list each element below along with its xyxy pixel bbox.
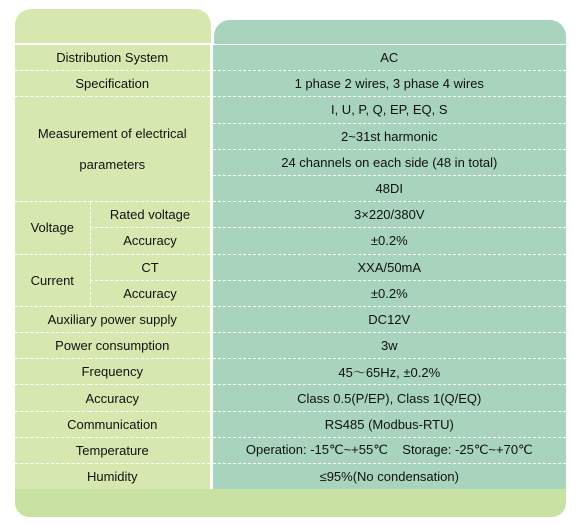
- table-row: [15, 411, 566, 437]
- value-frequency: 45～65Hz, ±0.2%: [211, 359, 566, 385]
- value-ct: XXA/50mA: [211, 254, 566, 280]
- label-temperature: Temperature: [15, 437, 211, 463]
- label-voltage: Voltage: [15, 202, 90, 254]
- table-row: [15, 254, 566, 280]
- spec-table: [15, 44, 566, 490]
- label-frequency: Frequency: [15, 359, 211, 385]
- header-tab-left: [15, 9, 211, 43]
- value-distribution-system: AC: [211, 45, 566, 71]
- footer-bar: [15, 489, 566, 517]
- value-measurement-3: 24 channels on each side (48 in total): [211, 149, 566, 175]
- value-rated-voltage: 3×220/380V: [211, 202, 566, 228]
- label-distribution-system: Distribution System: [15, 45, 211, 71]
- label-ct: CT: [90, 254, 211, 280]
- value-measurement-4: 48DI: [211, 175, 566, 201]
- label-rated-voltage: Rated voltage: [90, 202, 211, 228]
- value-specification: 1 phase 2 wires, 3 phase 4 wires: [211, 71, 566, 97]
- label-measurement-line2: parameters: [79, 157, 146, 173]
- label-auxiliary-power: Auxiliary power supply: [15, 306, 211, 332]
- label-specification: Specification: [15, 71, 211, 97]
- table-row: [15, 385, 566, 411]
- label-measurement: [15, 97, 211, 202]
- value-measurement-2: 2~31st harmonic: [211, 123, 566, 149]
- table-row: [15, 359, 566, 385]
- table-row: [15, 202, 566, 228]
- value-humidity: ≤95%(No condensation): [211, 464, 566, 490]
- label-accuracy: Accuracy: [15, 385, 211, 411]
- table-row: [15, 464, 566, 490]
- table-row: [15, 437, 566, 463]
- header-tab-right: [214, 20, 566, 44]
- label-current-accuracy: Accuracy: [90, 280, 211, 306]
- table-row: [15, 333, 566, 359]
- label-humidity: Humidity: [15, 464, 211, 490]
- label-measurement-line1: Measurement of electrical: [37, 126, 187, 142]
- table-row: [15, 45, 566, 71]
- value-accuracy: Class 0.5(P/EP), Class 1(Q/EQ): [211, 385, 566, 411]
- table-row: [15, 280, 566, 306]
- value-auxiliary-power: DC12V: [211, 306, 566, 332]
- label-voltage-accuracy: Accuracy: [90, 228, 211, 254]
- value-temperature: Operation: -15℃~+55℃ Storage: -25℃~+70℃: [211, 437, 566, 463]
- table-row: [15, 71, 566, 97]
- value-measurement-1: I, U, P, Q, EP, EQ, S: [211, 97, 566, 123]
- table-row: [15, 228, 566, 254]
- table-row: [15, 306, 566, 332]
- value-communication: RS485 (Modbus-RTU): [211, 411, 566, 437]
- value-current-accuracy: ±0.2%: [211, 280, 566, 306]
- table-row: [15, 97, 566, 123]
- value-voltage-accuracy: ±0.2%: [211, 228, 566, 254]
- value-power-consumption: 3w: [211, 333, 566, 359]
- label-communication: Communication: [15, 411, 211, 437]
- label-power-consumption: Power consumption: [15, 333, 211, 359]
- label-current: Current: [15, 254, 90, 306]
